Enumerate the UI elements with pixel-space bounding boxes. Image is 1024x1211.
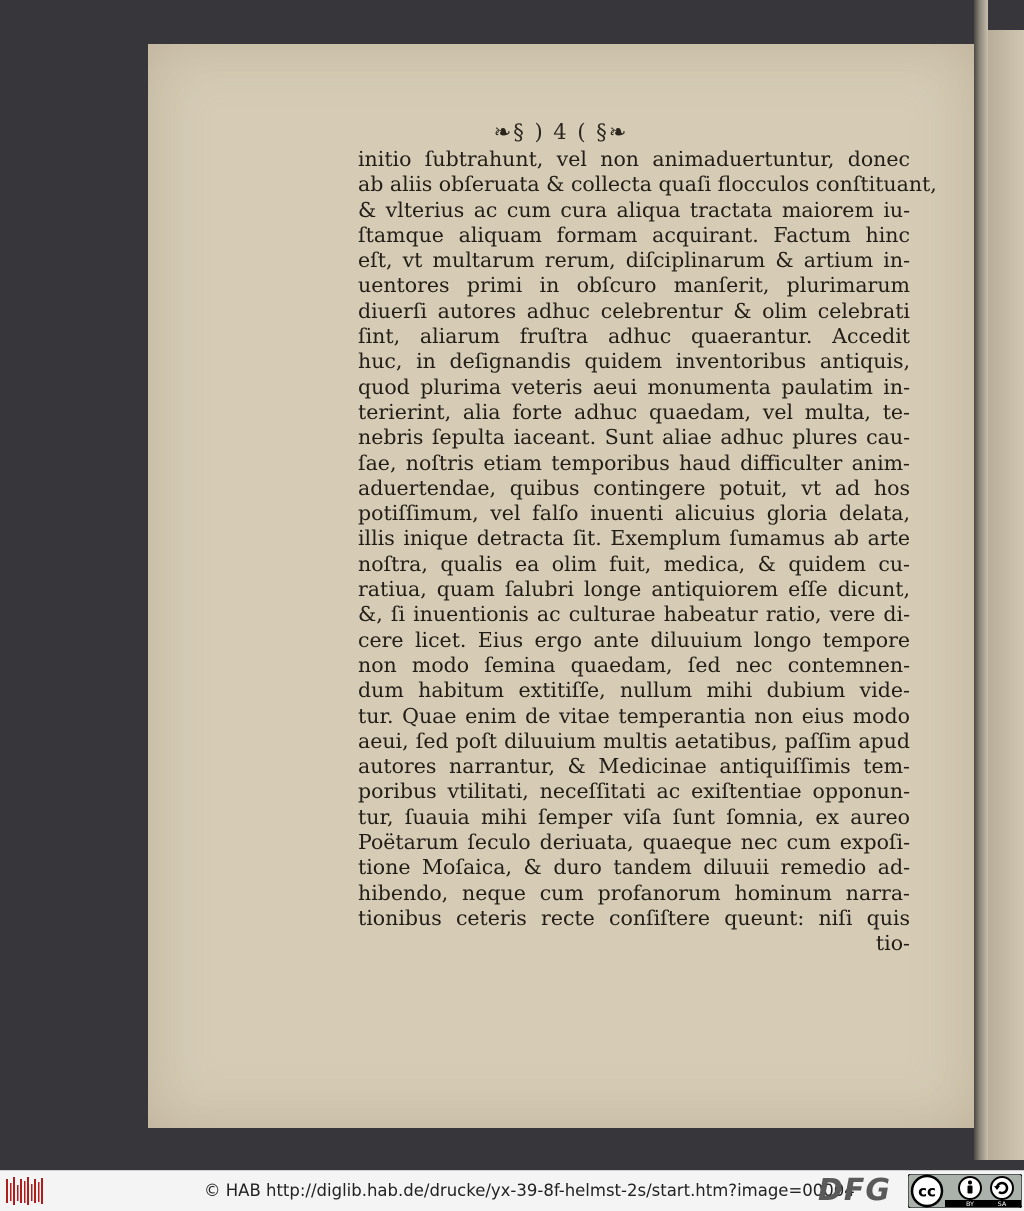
text-line: ratiua, quam ſalubri longe antiquiorem eſſe dicunt, (358, 577, 910, 602)
body-text (358, 147, 937, 957)
cc-by-sa-license-icon[interactable] (908, 1174, 1022, 1208)
text-line: ſint, aliarum fruſtra adhuc quaerantur. Accedit (358, 324, 910, 349)
text-line: ab aliis obſeruata & collecta quaſi flocculos conſtituant, (358, 172, 937, 197)
text-line: Poëtarum ſeculo deriuata, quaeque nec cum expoſi- (358, 830, 910, 855)
hab-logo-icon[interactable] (4, 1175, 46, 1207)
text-line: aduertendae, quibus contingere potuit, vt ad hos (358, 475, 910, 500)
text-line: tionibus ceteris recte conſiſtere queunt: niſi quis (358, 905, 910, 930)
book-gutter (974, 0, 988, 1160)
text-line: initio ſubtrahunt, vel non animaduertuntur, donec (358, 147, 910, 171)
text-line: noſtra, qualis ea olim fuit, medica, & quidem cu- (358, 551, 910, 576)
text-line: tione Moſaica, & duro tandem diluuii remedio ad- (358, 855, 910, 880)
by-label: BY (965, 1200, 975, 1208)
text-line: ſtamque aliquam formam acquirant. Factum hinc (358, 222, 910, 247)
text-line: tur, ſuauia mihi ſemper viſa ſunt ſomnia, ex aureo (358, 804, 910, 829)
text-line: aeui, ſed poſt diluuium multis aetatibus, paſſim apud (358, 728, 910, 753)
facing-page-edge (988, 30, 1024, 1160)
copyright-link[interactable]: © HAB http://diglib.hab.de/drucke/yx-39-8f-helmst-2s/start.htm?image=00004 (204, 1181, 855, 1200)
text-line: potiſſimum, vel falſo inuenti alicuius gloria delata, (358, 501, 910, 526)
dfg-logo[interactable]: DFG (818, 1173, 892, 1208)
text-line: ſae, noſtris etiam temporibus haud difficulter anim- (358, 450, 910, 475)
text-line: quod plurima veteris aeui monumenta paulatim in- (358, 374, 910, 399)
text-line: terierint, alia forte adhuc quaedam, vel multa, te- (358, 399, 910, 424)
catchword: tio- (875, 931, 910, 956)
text-line: tur. Quae enim de vitae temperantia non eius modo (358, 703, 910, 728)
book-page (148, 44, 974, 1128)
text-line: huc, in deſignandis quidem inventoribus antiquis, (358, 349, 910, 374)
text-line: cere licet. Eius ergo ante diluuium longo tempore (358, 627, 910, 652)
text-line: &, ſi inuentionis ac culturae habeatur ratio, vere di- (358, 602, 910, 627)
sa-label: SA (997, 1200, 1007, 1208)
text-line: non modo ſemina quaedam, ſed nec contemnen- (358, 652, 910, 677)
text-line: eſt, vt multarum rerum, diſciplinarum & artium in- (358, 248, 910, 273)
text-line: nebris ſepulta iaceant. Sunt aliae adhuc plures cau- (358, 425, 910, 450)
text-line: uentores primi in obſcuro manſerit, plurimarum (358, 273, 910, 298)
text-line: & vlterius ac cum cura aliqua tractata maiorem iu- (358, 197, 910, 222)
text-line: poribus vtilitati, neceſſitati ac exiſtentiae opponun- (358, 779, 910, 804)
text-line: hibendo, neque cum profanorum hominum narra- (358, 880, 910, 905)
cc-label: cc (918, 1182, 936, 1201)
text-line: dum habitum extitiſſe, nullum mihi dubium vide- (358, 678, 910, 703)
text-line: diuerſi autores adhuc celebrentur & olim celebrati (358, 298, 910, 323)
text-line: illis inique detracta ſit. Exemplum ſumamus ab arte (358, 526, 910, 551)
text-line: autores narrantur, & Medicinae antiquiſſimis tem- (358, 754, 910, 779)
footer-bar (0, 1170, 1024, 1211)
page-header: ❧§ ) 4 ( §❧ (493, 120, 629, 144)
